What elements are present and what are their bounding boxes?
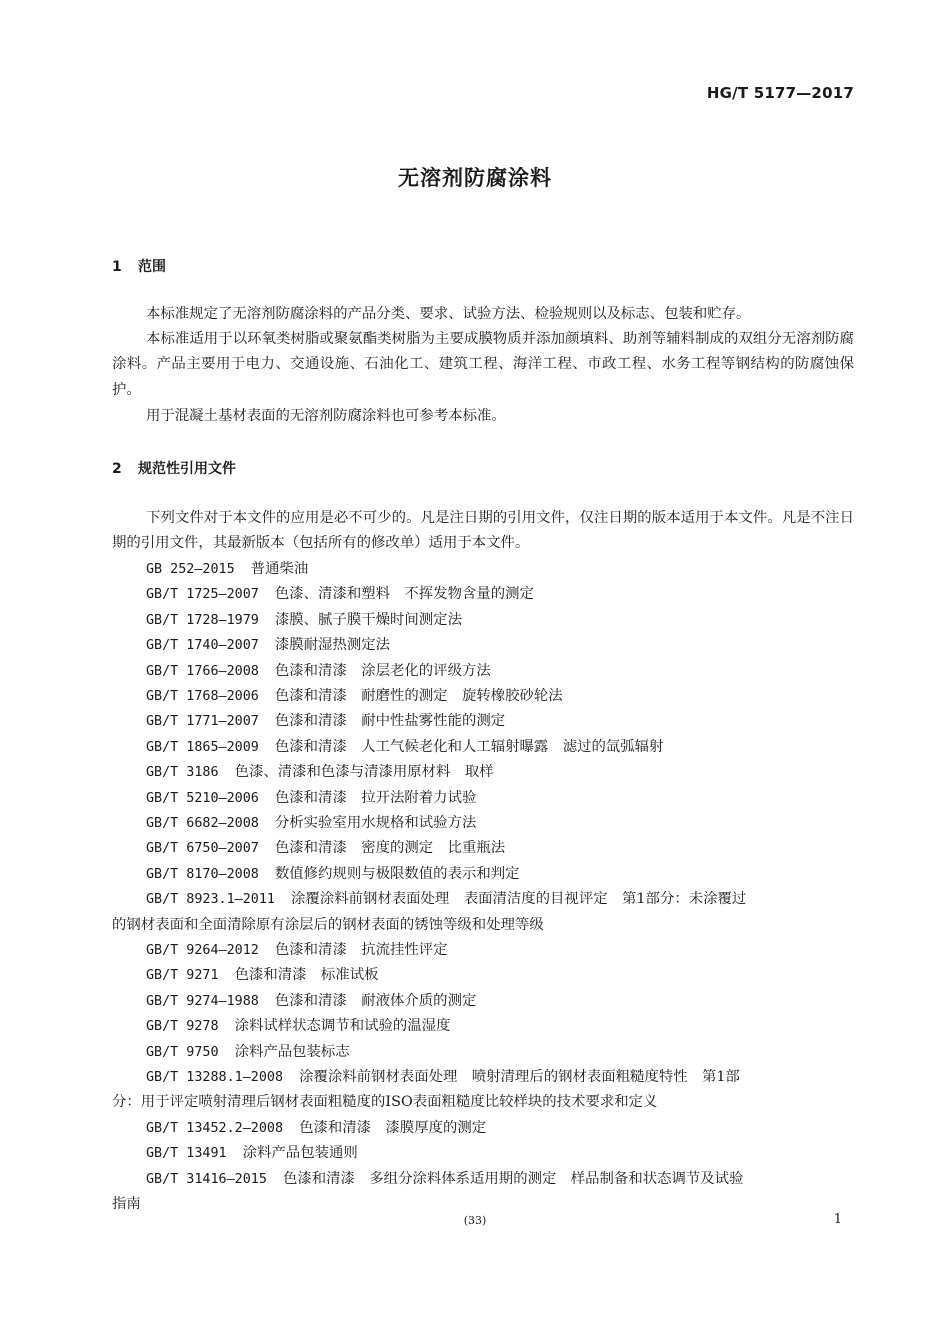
reference-continuation: 分：用于评定喷射清理后钢材表面粗糙度的ISO表面粗糙度比较样块的技术要求和定义 (112, 1094, 658, 1111)
reference-title: 涂覆涂料前钢材表面处理 表面清洁度的目视评定 第1部分：未涂覆过 (291, 891, 747, 908)
reference-title: 色漆和清漆 密度的测定 比重瓶法 (274, 840, 506, 857)
reference-title: 普通柴油 (250, 561, 309, 577)
section-number: 1 (112, 259, 122, 275)
reference-item (146, 887, 854, 912)
document-title: 无溶剂防腐涂料 (398, 166, 552, 190)
page-number: 1 (833, 1212, 842, 1227)
section-number: 2 (112, 461, 122, 477)
reference-continuation: 指南 (112, 1196, 141, 1212)
reference-code: GB/T 31416—2015 (146, 1171, 267, 1187)
reference-title: 色漆、清漆和塑料 不挥发物含量的测定 (274, 586, 534, 603)
references-intro: 下列文件对于本文件的应用是必不可少的。凡是注日期的引用文件，仅注日期的版本适用于本文件。凡是不注日期的引用文件，其最新版本（包括所有的修改单）适用于本文件。 (112, 510, 854, 552)
reference-code: GB/T 9271 (146, 968, 219, 984)
reference-item (146, 659, 854, 684)
reference-item (146, 786, 854, 811)
standard-code: HG/T 5177—2017 (706, 84, 854, 102)
reference-item (146, 633, 854, 658)
section-2-heading (112, 458, 236, 478)
section-title: 规范性引用文件 (138, 461, 236, 477)
reference-title: 色漆和清漆 耐中性盐雾性能的测定 (274, 713, 506, 730)
reference-title: 涂覆涂料前钢材表面处理 喷射清理后的钢材表面粗糙度特性 第1部 (299, 1069, 740, 1085)
reference-title: 色漆和清漆 漆膜厚度的测定 (299, 1119, 487, 1136)
reference-title: 色漆和清漆 耐磨性的测定 旋转橡胶砂轮法 (274, 688, 563, 704)
reference-item (146, 582, 854, 607)
reference-item (146, 608, 854, 633)
reference-code: GB/T 1766—2008 (146, 663, 259, 679)
scope-paragraph: 本标准适用于以环氧类树脂或聚氨酯类树脂为主要成膜物质并添加颜填料、助剂等辅料制成的双组分无溶剂防腐涂料。产品主要用于电力、交通设施、石油化工、建筑工程、海洋工程、市政工程、水务工程等钢结构的防腐蚀保护。 (112, 331, 854, 398)
section-title: 范围 (138, 259, 166, 275)
reference-continuation: 的钢材表面和全面清除原有涂层后的钢材表面的锈蚀等级和处理等级 (112, 916, 544, 933)
reference-code: GB/T 13288.1—2008 (146, 1070, 284, 1085)
reference-item (146, 735, 854, 760)
reference-item (146, 963, 854, 988)
reference-item (146, 1065, 854, 1090)
reference-item (146, 709, 854, 734)
footer-sheet-number: (33) (463, 1214, 487, 1227)
reference-item (146, 938, 854, 963)
reference-title: 色漆和清漆 人工气候老化和人工辐射曝露 滤过的氙弧辐射 (274, 738, 664, 755)
reference-code: GB/T 1865—2009 (146, 739, 259, 755)
reference-code: GB/T 6682—2008 (146, 816, 259, 831)
reference-item (146, 989, 854, 1014)
reference-title: 色漆和清漆 耐液体介质的测定 (274, 992, 477, 1009)
reference-title: 色漆、清漆和色漆与清漆用原材料 取样 (234, 764, 494, 781)
reference-code: GB/T 1768—2006 (146, 689, 259, 704)
reference-title: 漆膜、腻子膜干燥时间测定法 (274, 611, 462, 628)
reference-title: 分析实验室用水规格和试验方法 (274, 815, 477, 831)
reference-item (146, 836, 854, 861)
reference-item (146, 684, 854, 709)
reference-code: GB/T 9750 (146, 1044, 219, 1060)
reference-title: 涂料产品包装通则 (242, 1145, 358, 1162)
reference-title: 涂料产品包装标志 (234, 1043, 350, 1060)
reference-code: GB/T 13452.2—2008 (146, 1120, 284, 1136)
reference-code: GB/T 3186 (146, 765, 219, 781)
reference-item (146, 1141, 854, 1166)
reference-title: 色漆和清漆 多组分涂料体系适用期的测定 样品制备和状态调节及试验 (282, 1170, 744, 1187)
reference-code: GB/T 8923.1—2011 (146, 892, 275, 908)
reference-title: 色漆和清漆 标准试板 (234, 967, 379, 984)
reference-title: 数值修约规则与极限数值的表示和判定 (274, 865, 520, 882)
reference-title: 色漆和清漆 涂层老化的评级方法 (274, 662, 491, 679)
reference-code: GB/T 9274—1988 (146, 993, 259, 1009)
reference-code: GB/T 1728—1979 (146, 612, 259, 628)
reference-code: GB/T 5210—2006 (146, 790, 259, 806)
scope-paragraph: 用于混凝土基材表面的无溶剂防腐涂料也可参考本标准。 (146, 408, 506, 424)
reference-item (146, 1116, 854, 1141)
reference-code: GB/T 6750—2007 (146, 841, 259, 857)
reference-code: GB/T 8170—2008 (146, 866, 259, 882)
reference-item (146, 557, 854, 582)
reference-code: GB/T 13491 (146, 1146, 227, 1162)
scope-paragraph: 本标准规定了无溶剂防腐涂料的产品分类、要求、试验方法、检验规则以及标志、包装和贮存。 (146, 306, 751, 322)
reference-item (146, 1167, 854, 1192)
section-1-heading (112, 256, 166, 276)
reference-item (146, 760, 854, 785)
reference-code: GB/T 9264—2012 (146, 943, 259, 958)
reference-code: GB/T 1740—2007 (146, 638, 259, 654)
reference-item (146, 1040, 854, 1065)
reference-title: 漆膜耐湿热测定法 (274, 637, 391, 654)
reference-code: GB/T 1771—2007 (146, 714, 259, 730)
reference-title: 色漆和清漆 拉开法附着力试验 (274, 789, 477, 806)
reference-item (146, 862, 854, 887)
reference-code: GB/T 1725—2007 (146, 587, 259, 603)
reference-title: 色漆和清漆 抗流挂性评定 (274, 942, 448, 958)
reference-item (146, 811, 854, 836)
reference-code: GB 252—2015 (146, 562, 235, 577)
reference-item (146, 1014, 854, 1039)
reference-title: 涂料试样状态调节和试验的温湿度 (234, 1018, 451, 1035)
reference-code: GB/T 9278 (146, 1019, 219, 1035)
